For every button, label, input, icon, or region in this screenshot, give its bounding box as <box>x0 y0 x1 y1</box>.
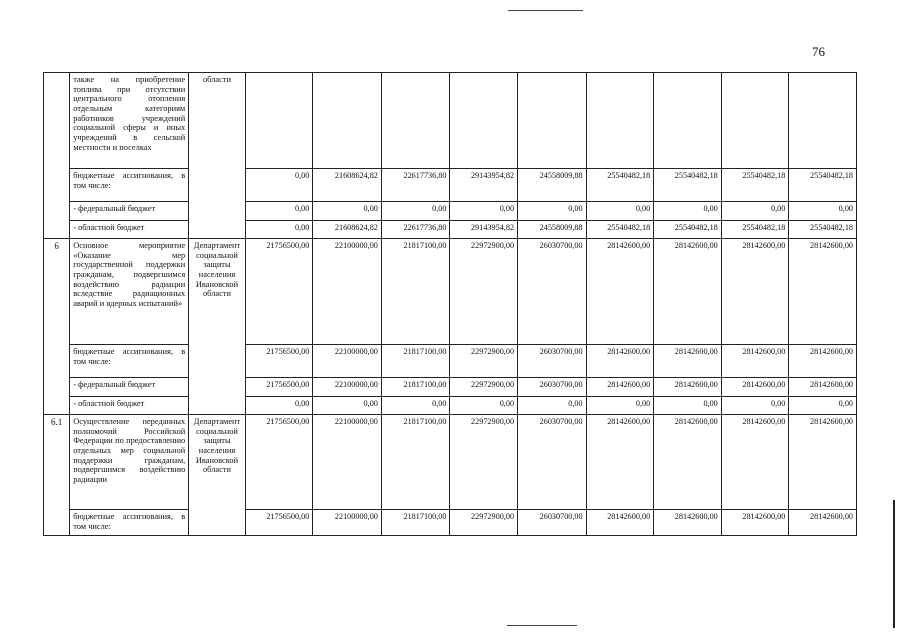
row-number-cell: 6.1 <box>44 415 70 510</box>
amount-cell: 25540482,18 <box>789 221 857 239</box>
department-cell <box>189 397 245 415</box>
top-rule <box>508 10 583 11</box>
amount-cell: 22972900,00 <box>450 378 518 397</box>
amount-cell: 0,00 <box>245 202 313 221</box>
amount-cell: 22972900,00 <box>450 239 518 345</box>
table-row <box>44 239 857 345</box>
amount-cell: 26030700,00 <box>518 510 587 536</box>
amount-cell: 25540482,18 <box>789 169 857 202</box>
description-cell: - федеральный бюджет <box>70 202 189 221</box>
amount-cell: 21817100,00 <box>381 345 450 378</box>
amount-cell: 25540482,18 <box>586 169 654 202</box>
row-number-cell <box>44 510 70 536</box>
amount-cell: 28142600,00 <box>654 239 722 345</box>
description-cell: также на приобретение топлива при отсутствии центрального отопления отдельным категориям работников учреждений социальной сферы и иных учреждений в сельской местности и поселках <box>70 73 189 169</box>
amount-cell: 22100000,00 <box>313 415 382 510</box>
amount-cell: 0,00 <box>381 397 450 415</box>
amount-cell: 28142600,00 <box>586 345 654 378</box>
amount-cell: 28142600,00 <box>654 510 722 536</box>
amount-cell: 28142600,00 <box>721 378 789 397</box>
description-cell: бюджетные ассигнования, в том числе: <box>70 345 189 378</box>
amount-cell <box>721 73 789 169</box>
amount-cell: 21817100,00 <box>381 378 450 397</box>
amount-cell: 26030700,00 <box>518 378 587 397</box>
amount-cell: 25540482,18 <box>654 221 722 239</box>
amount-cell: 29143954,82 <box>450 221 518 239</box>
amount-cell: 0,00 <box>518 397 587 415</box>
department-cell <box>189 510 245 536</box>
amount-cell: 0,00 <box>586 397 654 415</box>
row-number-cell <box>44 378 70 397</box>
department-cell <box>189 345 245 378</box>
row-number-cell <box>44 73 70 169</box>
department-cell <box>189 221 245 239</box>
amount-cell: 0,00 <box>789 202 857 221</box>
amount-cell: 0,00 <box>450 202 518 221</box>
amount-cell: 28142600,00 <box>586 415 654 510</box>
amount-cell: 22617736,80 <box>381 221 450 239</box>
amount-cell: 22100000,00 <box>313 345 382 378</box>
bottom-rule <box>507 625 577 626</box>
amount-cell: 26030700,00 <box>518 239 587 345</box>
department-cell <box>189 169 245 202</box>
amount-cell: 0,00 <box>313 397 382 415</box>
table-row <box>44 397 857 415</box>
amount-cell: 22100000,00 <box>313 239 382 345</box>
amount-cell: 0,00 <box>313 202 382 221</box>
amount-cell: 0,00 <box>789 397 857 415</box>
amount-cell: 24558009,88 <box>518 169 587 202</box>
amount-cell: 26030700,00 <box>518 415 587 510</box>
amount-cell <box>654 73 722 169</box>
row-number-cell: 6 <box>44 239 70 345</box>
amount-cell: 22617736,80 <box>381 169 450 202</box>
description-cell: - областной бюджет <box>70 397 189 415</box>
amount-cell: 0,00 <box>518 202 587 221</box>
amount-cell: 28142600,00 <box>789 378 857 397</box>
row-number-cell <box>44 397 70 415</box>
description-cell: - областной бюджет <box>70 221 189 239</box>
amount-cell: 0,00 <box>721 397 789 415</box>
amount-cell: 28142600,00 <box>586 378 654 397</box>
department-cell: области <box>189 73 245 169</box>
amount-cell: 28142600,00 <box>721 239 789 345</box>
description-cell: бюджетные ассигнования, в том числе: <box>70 510 189 536</box>
amount-cell: 28142600,00 <box>586 239 654 345</box>
amount-cell <box>518 73 587 169</box>
amount-cell: 25540482,18 <box>654 169 722 202</box>
table-row <box>44 169 857 202</box>
amount-cell: 0,00 <box>654 397 722 415</box>
table-row <box>44 345 857 378</box>
amount-cell: 0,00 <box>245 397 313 415</box>
amount-cell <box>381 73 450 169</box>
amount-cell <box>313 73 382 169</box>
table-row <box>44 73 857 169</box>
row-number-cell <box>44 345 70 378</box>
amount-cell: 22972900,00 <box>450 510 518 536</box>
budget-table <box>43 72 857 536</box>
department-cell <box>189 202 245 221</box>
amount-cell: 22972900,00 <box>450 345 518 378</box>
amount-cell: 28142600,00 <box>721 510 789 536</box>
amount-cell: 22100000,00 <box>313 378 382 397</box>
amount-cell: 25540482,18 <box>721 169 789 202</box>
description-cell: Основное мероприятие «Оказание мер государственной поддержки гражданам, подвергшимся воздействию радиации вследствие радиационных аварий и ядерных испытаний» <box>70 239 189 345</box>
amount-cell: 0,00 <box>721 202 789 221</box>
description-cell: - федеральный бюджет <box>70 378 189 397</box>
amount-cell: 25540482,18 <box>721 221 789 239</box>
amount-cell: 24558009,88 <box>518 221 587 239</box>
page-number: 76 <box>812 44 825 59</box>
amount-cell: 28142600,00 <box>789 510 857 536</box>
amount-cell <box>586 73 654 169</box>
description-cell: Осуществление переданных полномочий Российской Федерации по предоставлению отдельных мер социальной поддержки гражданам, подвергшимся воздействию радиации <box>70 415 189 510</box>
right-edge-mark <box>893 500 895 628</box>
table-row <box>44 415 857 510</box>
amount-cell: 28142600,00 <box>721 415 789 510</box>
amount-cell: 21608624,82 <box>313 169 382 202</box>
amount-cell: 21817100,00 <box>381 510 450 536</box>
amount-cell: 0,00 <box>450 397 518 415</box>
amount-cell: 28142600,00 <box>586 510 654 536</box>
amount-cell: 21756500,00 <box>245 345 313 378</box>
amount-cell: 28142600,00 <box>721 345 789 378</box>
amount-cell: 0,00 <box>245 169 313 202</box>
amount-cell: 21608624,82 <box>313 221 382 239</box>
row-number-cell <box>44 221 70 239</box>
department-cell: Департамент социальной защиты населения Ивановской области <box>189 239 245 345</box>
amount-cell: 29143954,82 <box>450 169 518 202</box>
amount-cell: 25540482,18 <box>586 221 654 239</box>
amount-cell: 28142600,00 <box>654 378 722 397</box>
amount-cell <box>450 73 518 169</box>
amount-cell: 22972900,00 <box>450 415 518 510</box>
row-number-cell <box>44 169 70 202</box>
department-cell <box>189 378 245 397</box>
description-cell: бюджетные ассигнования, в том числе: <box>70 169 189 202</box>
table-row <box>44 221 857 239</box>
department-cell: Департамент социальной защиты населения Ивановской области <box>189 415 245 510</box>
amount-cell: 21756500,00 <box>245 378 313 397</box>
amount-cell: 22100000,00 <box>313 510 382 536</box>
amount-cell: 28142600,00 <box>789 345 857 378</box>
amount-cell <box>245 73 313 169</box>
table-row <box>44 378 857 397</box>
amount-cell: 0,00 <box>654 202 722 221</box>
amount-cell: 21756500,00 <box>245 510 313 536</box>
amount-cell: 21817100,00 <box>381 415 450 510</box>
amount-cell: 28142600,00 <box>654 415 722 510</box>
table-row <box>44 202 857 221</box>
amount-cell: 28142600,00 <box>654 345 722 378</box>
amount-cell: 26030700,00 <box>518 345 587 378</box>
row-number-cell <box>44 202 70 221</box>
amount-cell <box>789 73 857 169</box>
amount-cell: 21756500,00 <box>245 415 313 510</box>
amount-cell: 0,00 <box>245 221 313 239</box>
amount-cell: 21756500,00 <box>245 239 313 345</box>
amount-cell: 21817100,00 <box>381 239 450 345</box>
amount-cell: 0,00 <box>381 202 450 221</box>
table-row <box>44 510 857 536</box>
amount-cell: 28142600,00 <box>789 415 857 510</box>
amount-cell: 0,00 <box>586 202 654 221</box>
amount-cell: 28142600,00 <box>789 239 857 345</box>
